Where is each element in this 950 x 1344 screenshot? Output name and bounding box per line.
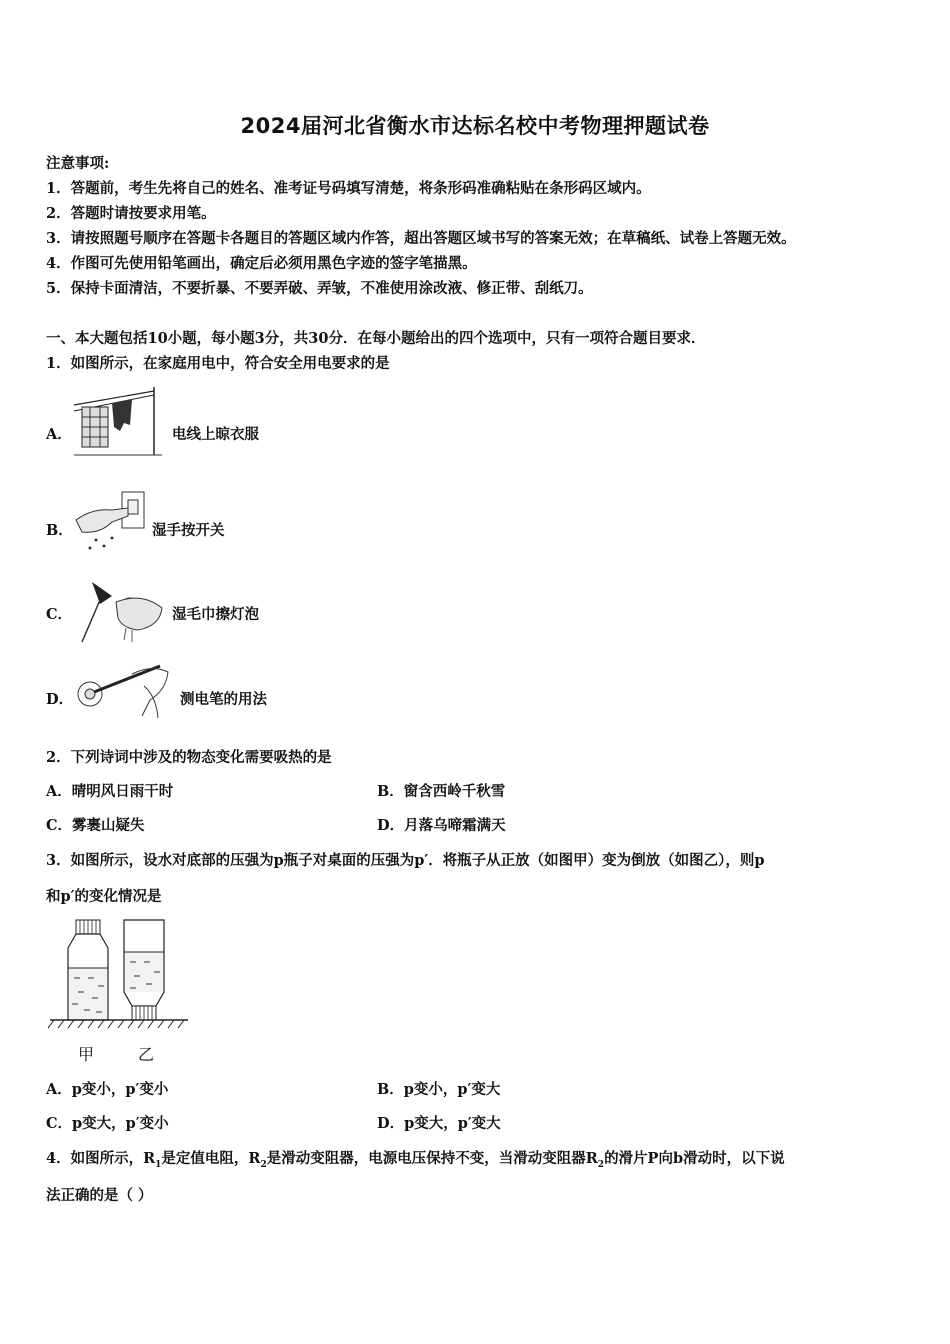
q2-option-b [377, 780, 505, 801]
notice-item-1: 1．答题前，考生先将自己的姓名、准考证号码填写清楚，将条形码准确粘贴在条形码区域内。 [46, 180, 651, 197]
q3-option-a-letter: A． [46, 1081, 72, 1098]
q4-text-a: 4．如图所示，R [46, 1150, 156, 1167]
q2-option-a-letter: A． [46, 783, 72, 800]
q3-option-d-letter: D． [377, 1115, 405, 1132]
q2-stem: 2．下列诗词中涉及的物态变化需要吸热的是 [46, 749, 332, 766]
q2-option-a-text: 晴明风日雨干时 [71, 783, 174, 800]
notice-item-2: 2．答题时请按要求用笔。 [46, 205, 216, 222]
q4-text-b: 是定值电阻，R [161, 1150, 261, 1167]
clothes-on-wire-illustration [72, 385, 167, 460]
section-1-heading: 一、本大题包括10小题，每小题3分，共30分．在每小题给出的四个选项中，只有一项符合题目要求． [46, 330, 706, 347]
q2-option-c [46, 814, 145, 835]
q2-option-b-letter: B． [377, 783, 404, 800]
q1-option-a-text: 电线上晾衣服 [172, 426, 259, 443]
bottle-diagram [48, 916, 193, 1036]
q1-option-c-text: 湿毛巾擦灯泡 [172, 606, 259, 623]
q2-option-b-text: 窗含西岭千秋雪 [403, 783, 506, 800]
q4-sub-2: 2 [260, 1159, 267, 1170]
wet-towel-bulb-illustration [72, 578, 167, 646]
wet-hand-switch-illustration [72, 490, 147, 555]
q4-sub-3: 2 [597, 1159, 605, 1170]
q2-option-a [46, 780, 173, 801]
label-jia: 甲 [78, 1045, 95, 1064]
q4-text-c: 是滑动变阻器，电源电压保持不变，当滑动变阻器R [266, 1150, 598, 1167]
q1-option-b-letter: B． [46, 522, 73, 539]
q3-option-b-text: p变小，p′变大 [403, 1081, 501, 1098]
q3-option-a [46, 1078, 168, 1099]
q1-option-c-letter: C． [46, 606, 73, 623]
q2-option-d-letter: D． [377, 817, 405, 834]
q4-stem-line-2: 法正确的是（ ） [46, 1187, 153, 1204]
label-yi: 乙 [138, 1045, 155, 1064]
q3-option-a-text: p变小，p′变小 [71, 1081, 169, 1098]
q2-option-c-text: 雾裹山疑失 [72, 817, 145, 834]
notice-heading: 注意事项: [46, 155, 110, 172]
page-title: 2024届河北省衡水市达标名校中考物理押题试卷 [240, 114, 710, 138]
q3-stem-line-2: 和p′的变化情况是 [46, 888, 162, 905]
q1-stem: 1．如图所示，在家庭用电中，符合安全用电要求的是 [46, 355, 390, 372]
q1-option-d-letter: D． [46, 691, 74, 708]
q3-option-c [46, 1112, 169, 1133]
q3-option-b [377, 1078, 500, 1099]
q3-option-d [377, 1112, 501, 1133]
q1-option-a-letter: A． [46, 426, 72, 443]
q3-option-b-letter: B． [377, 1081, 404, 1098]
q4-text-d: 的滑片P向b滑动时，以下说 [604, 1150, 785, 1167]
q3-option-c-letter: C． [46, 1115, 73, 1132]
notice-item-5: 5．保持卡面清洁，不要折暴、不要弄破、弄皱，不准使用涂改液、修正带、刮纸刀。 [46, 280, 593, 297]
q1-option-d-text: 测电笔的用法 [180, 691, 267, 708]
q3-stem-line-1: 3．如图所示，设水对底部的压强为p瓶子对桌面的压强为p′．将瓶子从正放（如图甲）变为倒放（如图乙），则p [46, 852, 765, 869]
notice-item-3: 3．请按照题号顺序在答题卡各题目的答题区域内作答，超出答题区域书写的答案无效；在草稿纸、试卷上答题无效。 [46, 230, 796, 247]
q4-stem-line-1 [46, 1147, 785, 1170]
test-pen-illustration [72, 656, 172, 720]
q3-option-c-text: p变大，p′变小 [72, 1115, 169, 1132]
notice-item-4: 4．作图可先使用铅笔画出，确定后必须用黑色字迹的签字笔描黑。 [46, 255, 477, 272]
q3-option-d-text: p变大，p′变大 [404, 1115, 501, 1132]
q1-option-b-text: 湿手按开关 [152, 522, 225, 539]
q2-option-d-text: 月落乌啼霜满天 [404, 817, 506, 834]
q2-option-c-letter: C． [46, 817, 73, 834]
q2-option-d [377, 814, 506, 835]
q4-sub-1: 1 [155, 1159, 162, 1170]
